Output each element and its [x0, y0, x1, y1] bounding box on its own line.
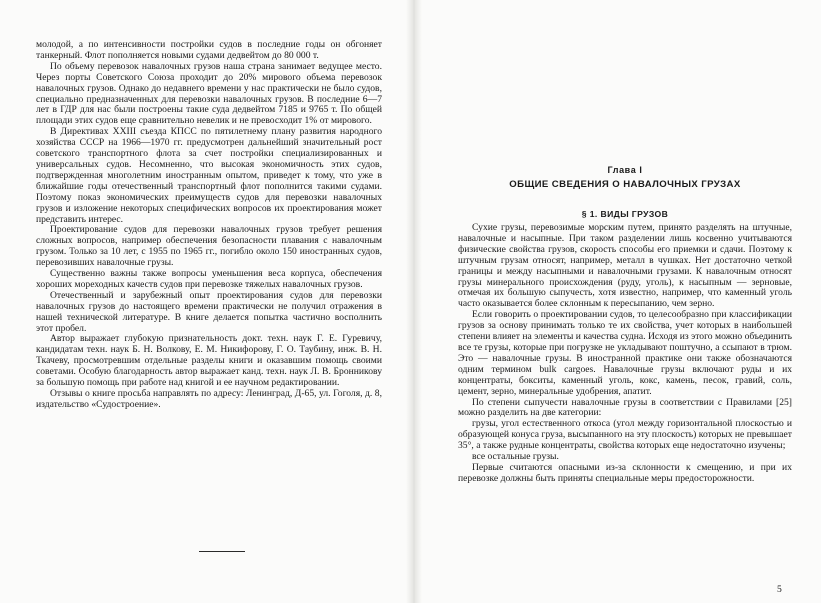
book-gutter [406, 0, 422, 603]
right-paragraph-4: грузы, угол естественного откоса (угол между горизонтальной плоскостью и образующей конуса груза, высыпанного на эту плоскость) которых не превышает 35°, а также рудные концентраты, свойства которых еще недостаточно изучены; [458, 418, 792, 452]
left-paragraph-3: В Директивах XXIII съезда КПСС по пятилетнему плану развития народного хозяйства СССР на 1966—1970 гг. предусмотрен дальнейший значительный рост советского транспортного флота за счет постройки специализированных и универсальных судов. Несомненно, что высокая экономичность этих судов, подтвержденная многолетним иностранным опытом, приведет к тому, что уже в ближайшие годы отечественный транспортный флот пополнится такими судами. Поэтому показ экономических преимуществ судов для перевозки навалочных грузов и изложение некоторых специфических вопросов их проектирования может представить интерес. [36, 126, 382, 225]
chapter-label: Глава I [607, 165, 643, 175]
chapter-heading [458, 164, 792, 220]
left-paragraph-6: Отечественный и зарубежный опыт проектирования судов для перевозки навалочных грузов до настоящего времени практически не получил отражения в нашей технической литературе. В книге делается попытка частично восполнить этот пробел. [36, 289, 382, 334]
page-number: 5 [777, 584, 782, 595]
right-paragraph-6: Первые считаются опасными из-за склонности к смещению, и при их перевозке должны быть приняты специальные меры предосторожности. [458, 461, 792, 484]
right-page-text [458, 223, 792, 485]
right-paragraph-3: По степени сыпучести навалочные грузы в соответствии с Правилами [25] можно разделить на две категории: [458, 396, 792, 419]
left-paragraph-2: По объему перевозок навалочных грузов наша страна занимает ведущее место. Через порты Советского Союза проходит до 20% мирового объема перевозок навалочных грузов. Однако до недавнего времени у нас практически не было судов, специально предназначенных для перевозки навалочных грузов. В последние 6—7 лет в ГДР для нас были построены такие суда дедвейтом 7185 и 9765 т. По общей площади этих судов еще сравнительно невелик и не превосходит 1% от мирового. [36, 60, 382, 127]
left-paragraph-7: Автор выражает глубокую признательность докт. техн. наук Г. Е. Гуревичу, кандидатам техн. наук Б. Н. Волкову, Е. М. Никифорову, Г. О. Таубину, инж. В. Н. Ткачеву, просмотревшим отдельные разделы книги и оказавшим помощь своими советами. Особую благодарность автор выражает канд. техн. наук Л. В. Бронникову за большую помощь при работе над книгой и ее научном редактировании. [36, 333, 382, 389]
left-paragraph-4: Проектирование судов для перевозки навалочных грузов требует решения сложных вопросов, например обеспечения безопасности плавания с навалочным грузом. Только за 10 лет, с 1955 по 1965 гг., погибло около 150 иностранных судов, перевозивших навалочные грузы. [36, 224, 382, 269]
left-page-text [36, 40, 382, 411]
left-paragraph-1: молодой, а по интенсивности постройки судов в последние годы он обгоняет танкерный. Флот пополняется новыми судами дедвейтом до 80 000 т. [36, 39, 382, 61]
end-rule [199, 551, 245, 552]
right-paragraph-5: все остальные грузы. [472, 451, 559, 463]
right-paragraph-2: Если говорить о проектировании судов, то целесообразно при классификации грузов за основу принимать только те их свойства, учет которых в наибольшей степени влияет на элементы и качества судна. Исходя из этого можно объединить все те грузы, которые при погрузке не укладывают поштучно, а ссыпают в трюм. Это — навалочные грузы. В иностранной практике они также обозначаются одним термином bulk cargoes. Навалочные грузы включают руды и их концентраты, бокситы, каменный уголь, кокс, камень, песок, гравий, соль, цемент, зерно, минеральные удобрения, апатит. [458, 309, 792, 397]
left-page [0, 0, 406, 603]
left-paragraph-5: Существенно важны также вопросы уменьшения веса корпуса, обеспечения хороших мореходных качеств судов при перевозке тяжелых навалочных грузов. [36, 268, 382, 290]
left-paragraph-8: Отзывы о книге просьба направлять по адресу: Ленинград, Д-65, ул. Гоголя, д. 8, издательство «Судостроение». [36, 388, 382, 410]
right-page [422, 0, 821, 603]
chapter-title: ОБЩИЕ СВЕДЕНИЯ О НАВАЛОЧНЫХ ГРУЗАХ [509, 179, 741, 190]
section-title: § 1. ВИДЫ ГРУЗОВ [581, 209, 669, 219]
right-paragraph-1: Сухие грузы, перевозимые морским путем, принято разделять на штучные, навалочные и насыпные. При таком разделении лишь косвенно учитываются физические свойства грузов, скорость способы его приемки и сдачи. Поэтому к штучным грузам относят, например, металл в чушках. Нет достаточно четкой границы и между насыпными и навалочными грузами. К навалочным относят грузы минерального происхождения (руду, уголь), к насыпным — зерновые, отмечая их большую сыпучесть, хотя известно, например, что каменный уголь часто оказывается более склонным к пересыпанию, чем зерно. [458, 222, 792, 310]
